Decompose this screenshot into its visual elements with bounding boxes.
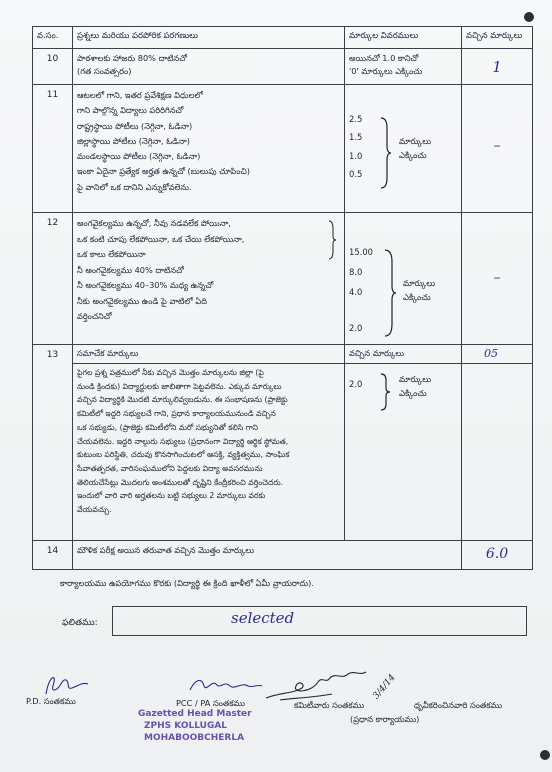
col-header-sno: వ.సం. <box>33 27 73 49</box>
marks-obtained-cell: 1 <box>462 49 533 85</box>
row-number: 13 <box>33 345 73 541</box>
stamp-line: ZPHS KOLLUGAL <box>144 721 228 732</box>
table-row <box>33 345 533 541</box>
question-line: రాష్ట్రస్థాయి పోటీలు (నెగ్గినా, ఓడినా) <box>77 120 193 131</box>
question-cell <box>73 85 345 213</box>
marks-label: ఎక్కించు <box>399 388 427 399</box>
question-line: ఒక కంటి చూపు లేకపోయినా, ఒక చేయి లేకపోయినా, <box>77 233 245 244</box>
marks-obtained-cell: – <box>462 213 533 345</box>
question-line: జిల్లాస్థాయి పోటీలు (నెగ్గినా, ఓడినా) <box>77 135 190 146</box>
question-line: (గత సంవత్సరం) <box>77 66 132 77</box>
question-line: ఇంకా ఏదైనా ప్రత్యేక అర్హత ఉన్నచో (బులుపు చూపించి) <box>77 166 250 177</box>
official-stamp <box>138 708 252 744</box>
table-row <box>33 85 533 213</box>
curly-brace-icon <box>383 248 399 338</box>
question-line: పై వానిలో ఒక దానిని ఎన్నుకోవలెను. <box>77 181 192 192</box>
question-line: చేయవలెను. ఇద్దరి నాల్గురు సభ్యులు (ప్రధానంగా విద్యార్థి ఆర్థిక స్థోమత, <box>77 436 289 446</box>
question-line: కుటుంబ పరిస్థితి, చదువు కొనసాగించుటలో ఆసక్తి, వ్యక్తిత్వము, సాంఘిక <box>77 450 290 460</box>
row-number: 14 <box>33 541 73 570</box>
result-box <box>112 606 527 636</box>
question-line: వచ్చిన విద్యార్థికి మొదటి మార్కులివ్వబడును. ఈ సంభాషణను (ప్రాజెక్టు <box>77 395 288 405</box>
question-line: ఒక సభ్యుడు, (ప్రాజెక్టు కమిటీలోని మరో సభ్యునితో కలిసి గాని <box>77 422 258 432</box>
marks-label: ఎక్కించు <box>403 292 431 303</box>
total-marks-cell: 6.0 <box>462 541 533 570</box>
row-number: 10 <box>33 49 73 85</box>
question-line: పైగల ప్రశ్న పత్రములో నీకు వచ్చిన మొత్తం మార్కులను జిల్లా (పై <box>77 368 264 377</box>
question-cell <box>73 345 345 541</box>
mark-value: 1.5 <box>349 132 363 143</box>
question-cell <box>73 541 462 570</box>
col-header-marks-detail: మార్కుల వివరములు <box>345 27 462 49</box>
question-line: మండలస్థాయి పోటీలు (నెగ్గినా, ఓడినా) <box>77 151 201 161</box>
verifier-signature-label: ధృవీకరించినవారి సంతకము <box>414 700 503 710</box>
marks-obtained-cell: – <box>462 85 533 213</box>
table-row <box>33 49 533 85</box>
pd-signature-label: P.D. సంతకము <box>26 696 76 706</box>
question-line: అంగవైకల్యము ఉన్నచో, నీవు నడవలేక పోయినా, <box>77 218 231 228</box>
question-line: వర్తించనిచో <box>77 311 112 322</box>
col-header-marks-obtained: వచ్చిన మార్కులు <box>462 27 533 49</box>
pd-signature <box>40 672 92 698</box>
marks-label: మార్కులు <box>403 278 436 288</box>
right-brace-icon <box>327 219 337 261</box>
row-number: 12 <box>33 213 73 345</box>
question-line: వేయవచ్చు. <box>77 505 112 515</box>
question-line: ఇందులో వారి వారి అర్హతలను బట్టి సభ్యులు 2 మార్కులు వరకు <box>77 491 266 501</box>
marks-detail-cell <box>345 345 462 541</box>
handwritten-date: 3/4/14 <box>371 672 398 702</box>
table-row <box>33 213 533 345</box>
mark-value: 4.0 <box>349 287 363 297</box>
committee-signature-sublabel: (ప్రధాన కార్యాయము) <box>350 714 420 724</box>
result-label: ఫలితము: <box>62 618 98 628</box>
mark-value: 8.0 <box>349 267 363 277</box>
question-line: ఒక కాలు లేకపోయినా <box>77 249 146 260</box>
mark-value: 2.0 <box>349 379 363 389</box>
stamp-line: MOHABOOBCHERLA <box>144 733 245 744</box>
punch-hole <box>540 750 550 760</box>
question-line: పాఠశాలకు హాజరు 80% దాటినచో <box>77 53 188 63</box>
section-title: సమాచేక మార్కులు <box>73 345 344 364</box>
committee-signature-label: కమిటీవారు సంతకము <box>294 700 365 710</box>
marks-table <box>32 26 533 570</box>
office-use-note: కార్యాలయము ఉపయోగము కొరకు (విద్యార్థి ఈ క్రింది ఖాళీలో ఏమీ వ్రాయరాదు). <box>60 578 314 588</box>
marks-obtained-cell <box>462 345 533 541</box>
marks-obtained-value: 05 <box>484 347 498 360</box>
stamp-line: Gazetted Head Master <box>138 709 252 719</box>
row-number: 11 <box>33 85 73 213</box>
mark-value: 15.00 <box>349 247 373 257</box>
question-line: నుండి క్రిందకు) విద్యార్థులకు జాబితాగా పెట్టవలెను. ఎక్కువ మార్కులు <box>77 381 282 391</box>
curly-brace-icon <box>379 372 393 412</box>
curly-brace-icon <box>379 116 393 190</box>
mark-value: 2.5 <box>349 114 363 124</box>
question-cell <box>73 49 345 85</box>
mark-value: 1.0 <box>349 150 363 161</box>
question-line: ఆటలలో గాని, ఇతర ప్రవేశిక్షణ విధులలో <box>77 90 203 100</box>
marks-label: మార్కులు <box>399 374 432 384</box>
question-line: తెలియచేసేట్లు మొదలగు అంశములతో దృష్టిని కేంద్రీకరించి వర్తించెదరు. <box>77 477 284 487</box>
question-line: నీకు అంగవైకల్యము ఉండి పై వాటిలో ఏది <box>77 295 207 306</box>
mark-value: 0.5 <box>349 169 363 180</box>
question-line: నీ అంగవైకల్యము 40% దాటినచో <box>77 264 184 275</box>
committee-signature <box>262 664 382 704</box>
question-line: గాని పాల్గొన్న విద్యాలు పరిరిగినచో <box>77 105 184 116</box>
question-line: కమిటీలో ఇద్దరి సభ్యులచే గాని, ప్రధాన కార్యాలయమునుండి వచ్చిన <box>77 409 276 419</box>
marks-label: మార్కులు <box>399 136 432 146</box>
result-value: selected <box>231 609 295 627</box>
marks-detail-cell <box>345 85 462 213</box>
marks-label: ఎక్కించు <box>399 150 427 161</box>
marks-detail-line: '0' మార్కులు ఎక్కించు <box>349 66 423 77</box>
marks-subheader: వచ్చిన మార్కులు <box>345 345 461 364</box>
punch-hole <box>524 12 534 22</box>
table-row <box>33 541 533 570</box>
marks-detail-line: అయినచో 1.0 కానిచో <box>349 53 419 63</box>
question-cell <box>73 213 345 345</box>
question-line: మౌళిక పరీక్ష అయిన తరువాత వచ్చిన మొత్తం మార్కులు <box>77 545 255 555</box>
marks-detail-cell <box>345 49 462 85</box>
table-header-row <box>33 27 533 49</box>
marks-detail-cell <box>345 213 462 345</box>
mark-value: 2.0 <box>349 323 363 333</box>
question-line: నీ అంగవైకల్యము 40–30% మధ్య ఉన్నచో <box>77 280 214 291</box>
col-header-questions: ప్రశ్నలు మరియు పరపోరిక పరగణులు <box>73 27 345 49</box>
pcc-signature-label: PCC / PA సంతకము <box>176 698 245 708</box>
question-line: సేవాతత్పరత, వారిసంఘములోని పెద్దలకు విద్యా అవసరమును <box>77 463 263 473</box>
